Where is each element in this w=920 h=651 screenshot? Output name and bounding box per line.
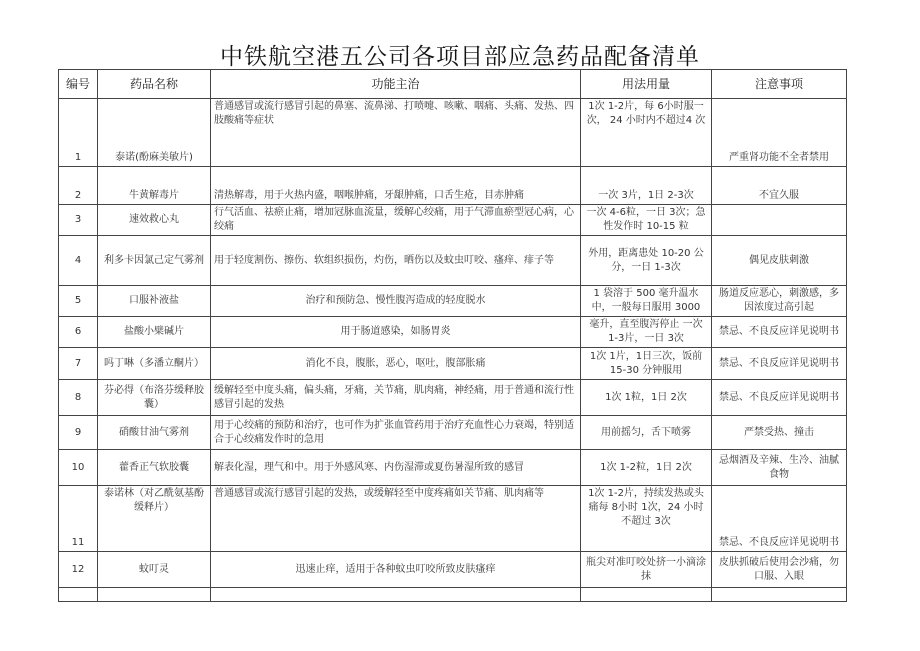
header-function: 功能主治 [211,70,581,99]
row-function: 缓解轻至中度头痛，偏头痛，牙痛，关节痛，肌肉痛，神经痛，用于普通和流行性感冒引起的发热 [211,380,581,416]
row-note: 皮肤抓破后使用会沙痛，勿口服、入眼 [712,552,847,588]
table-row [59,317,847,348]
row-no: 5 [59,286,98,317]
row-name: 硝酸甘油气雾剂 [98,416,211,450]
row-no: 2 [59,167,98,205]
table-row [59,99,847,167]
row-no: 7 [59,348,98,380]
row-usage: 1次 1粒，1日 2次 [581,380,712,416]
row-usage: 外用，距离患处 10-20 公分，一日 1-3次 [581,236,712,286]
row-note [712,205,847,236]
row-function: 迅速止痒，适用于各种蚊虫叮咬所致皮肤瘙痒 [211,552,581,588]
row-name: 泰诺(酚麻美敏片) [98,99,211,167]
row-note: 禁忌、不良反应详见说明书 [712,317,847,348]
row-usage: 瓶尖对准叮咬处挤一小滴涂抹 [581,552,712,588]
row-function: 行气活血、祛瘀止痛，增加冠脉血流量，缓解心绞痛，用于气滞血瘀型冠心病，心绞痛 [211,205,581,236]
row-no: 1 [59,99,98,167]
table-row [59,552,847,588]
row-no: 3 [59,205,98,236]
row-note: 严禁受热、撞击 [712,416,847,450]
row-name: 牛黄解毒片 [98,167,211,205]
row-no: 9 [59,416,98,450]
row-function: 用于肠道感染，如肠胃炎 [211,317,581,348]
medicine-table [58,69,847,602]
row-function: 解表化湿，理气和中。用于外感风寒、内伤湿滞或夏伤暑湿所致的感冒 [211,450,581,486]
table-row [59,416,847,450]
row-function: 用于心绞痛的预防和治疗，也可作为扩张血管药用于治疗充血性心力衰竭，特别适合于心绞痛发作时的急用 [211,416,581,450]
row-note: 严重肾功能不全者禁用 [712,99,847,167]
row-no: 11 [59,486,98,552]
header-usage: 用法用量 [581,70,712,99]
row-no: 10 [59,450,98,486]
table-row [59,286,847,317]
row-name: 蚊叮灵 [98,552,211,588]
row-function: 普通感冒或流行感冒引起的鼻塞、流鼻涕、打喷嚏、咳嗽、咽痛、头痛、发热、四肢酸痛等症状 [211,99,581,167]
row-note: 不宜久服 [712,167,847,205]
header-no: 编号 [59,70,98,99]
row-note: 忌烟酒及辛辣、生冷、油腻食物 [712,450,847,486]
row-name: 藿香正气软胶囊 [98,450,211,486]
row-no: 12 [59,552,98,588]
row-note: 禁忌、不良反应详见说明书 [712,486,847,552]
row-function: 治疗和预防急、慢性腹泻造成的轻度脱水 [211,286,581,317]
row-usage: 用前摇匀，舌下喷雾 [581,416,712,450]
row-usage: 一次 4-6粒，一日 3次；急性发作时 10-15 粒 [581,205,712,236]
row-function: 普通感冒或流行感冒引起的发热，或缓解轻至中度疼痛如关节痛、肌肉痛等 [211,486,581,552]
row-usage: 1次 1片，1日三次，饭前 15-30 分钟服用 [581,348,712,380]
row-usage: 1 袋溶于 500 毫升温水中，一般每日服用 3000 [581,286,712,317]
row-note: 偶见皮肤刺激 [712,236,847,286]
table-row [59,380,847,416]
table-row [59,205,847,236]
header-notes: 注意事项 [712,70,847,99]
table-row [59,236,847,286]
row-usage: 一次 3片，1日 2-3次 [581,167,712,205]
table-header-row [59,70,847,99]
header-name: 药品名称 [98,70,211,99]
row-note: 禁忌、不良反应详见说明书 [712,348,847,380]
row-name: 盐酸小檗碱片 [98,317,211,348]
table-row [59,348,847,380]
row-usage: 1次 1-2片，持续发热或头痛每 8小时 1次，24 小时不超过 3次 [581,486,712,552]
row-name: 芬必得（布洛芬缓释胶囊） [98,380,211,416]
row-name: 速效救心丸 [98,205,211,236]
row-name: 口服补液盐 [98,286,211,317]
row-function: 消化不良，腹胀，恶心，呕吐，腹部胀痛 [211,348,581,380]
row-no: 4 [59,236,98,286]
table-row [59,450,847,486]
page-title: 中铁航空港五公司各项目部应急药品配备清单 [220,44,700,70]
row-usage: 1次 1-2片，每 6小时服一次， 24 小时内不超过4 次 [581,99,712,167]
row-name: 泰诺林（对乙酰氨基酚缓释片） [98,486,211,552]
row-function: 用于轻度割伤、擦伤、软组织损伤，灼伤，晒伤以及蚊虫叮咬、瘙痒、痱子等 [211,236,581,286]
row-note: 禁忌、不良反应详见说明书 [712,380,847,416]
row-function: 清热解毒，用于火热内盛，咽喉肿痛，牙龈肿痛，口舌生疮，目赤肿痛 [211,167,581,205]
row-note: 肠道反应恶心，刺激感，多因浓度过高引起 [712,286,847,317]
row-no: 6 [59,317,98,348]
table-row [59,486,847,552]
row-usage: 1次 1-2粒，1日 2次 [581,450,712,486]
table-row [59,167,847,205]
row-no: 8 [59,380,98,416]
row-name: 吗丁啉（多潘立酮片） [98,348,211,380]
table-row-empty [59,588,847,602]
row-name: 利多卡因氯己定气雾剂 [98,236,211,286]
row-usage: 毫升，直至腹泻停止 一次 1-3片，一日 3次 [581,317,712,348]
